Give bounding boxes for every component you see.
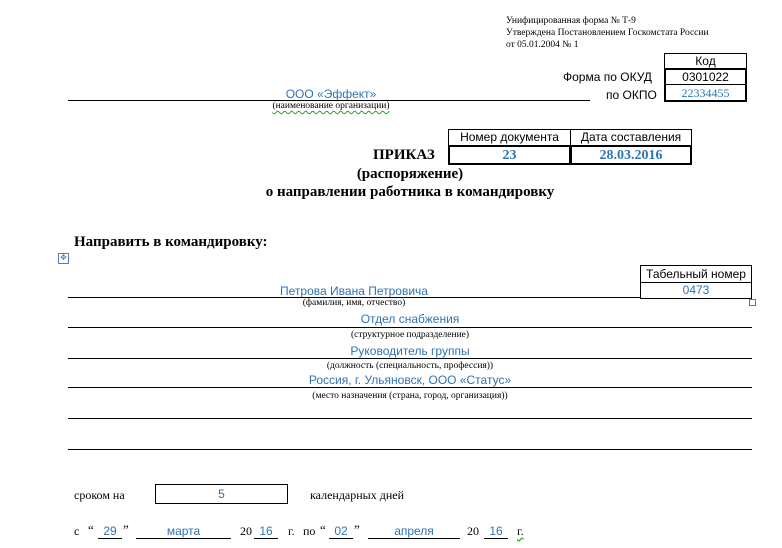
from-day-underline xyxy=(98,538,122,539)
form-header-line1: Унифицированная форма № Т-9 xyxy=(506,16,636,26)
order-title: ПРИКАЗ xyxy=(373,147,435,163)
to-month-underline xyxy=(368,538,460,539)
order-description: о направлении работника в командировку xyxy=(265,184,555,200)
document-date-header: Дата составления xyxy=(570,129,692,146)
from-century: 20 xyxy=(240,524,252,538)
to-day[interactable]: 02 xyxy=(334,524,348,538)
document-number-header: Номер документа xyxy=(448,129,571,146)
tab-number-value[interactable]: 0473 xyxy=(640,282,752,299)
to-quote-open: “ xyxy=(320,522,326,537)
term-days-value[interactable]: 5 xyxy=(155,484,288,504)
document-date[interactable]: 28.03.2016 xyxy=(570,145,692,165)
tab-number-header: Табельный номер xyxy=(640,265,752,283)
form-header xyxy=(506,15,709,51)
table-move-handle-icon[interactable]: ✥ xyxy=(58,253,69,264)
to-year[interactable]: 16 xyxy=(489,524,503,538)
term-label: сроком на xyxy=(74,488,125,502)
document-number[interactable]: 23 xyxy=(448,145,571,165)
from-year-underline xyxy=(254,538,278,539)
to-quote-close: ” xyxy=(354,522,360,537)
organization-name[interactable]: ООО «Эффект» xyxy=(285,87,377,101)
from-month-underline xyxy=(136,538,231,539)
okpo-label: по ОКПО xyxy=(606,88,657,102)
department-caption: (структурное подразделение) xyxy=(350,330,470,340)
employee-position[interactable]: Руководитель группы xyxy=(350,344,470,358)
full-name-caption: (фамилия, имя, отчество) xyxy=(302,298,406,308)
from-day[interactable]: 29 xyxy=(103,524,117,538)
order-subtitle: (распоряжение) xyxy=(356,166,464,182)
to-century: 20 xyxy=(467,524,479,538)
department-underline xyxy=(68,327,752,328)
to-year-suffix: г. xyxy=(517,524,524,538)
extra-line-1 xyxy=(68,418,752,419)
section-title: Направить в командировку: xyxy=(74,234,268,250)
form-header-line3: от 05.01.2004 № 1 xyxy=(506,40,579,50)
employee-department[interactable]: Отдел снабжения xyxy=(360,312,460,326)
from-label: с xyxy=(74,524,80,538)
form-header-line2: Утверждена Постановлением Госкомстата России xyxy=(506,28,709,38)
extra-line-2 xyxy=(68,449,752,450)
from-month[interactable]: марта xyxy=(166,524,201,538)
to-year-underline xyxy=(484,538,508,539)
kod-header: Код xyxy=(664,53,747,69)
position-caption: (должность (специальность, профессия)) xyxy=(326,361,494,371)
to-month[interactable]: апреля xyxy=(394,524,434,538)
to-label: по xyxy=(303,524,316,538)
destination-underline xyxy=(68,387,752,388)
destination-caption: (место назначения (страна, город, организация)) xyxy=(312,391,508,401)
organization-caption: (наименование организации) xyxy=(272,101,390,111)
employee-destination[interactable]: Россия, г. Ульяновск, ООО «Статус» xyxy=(308,373,512,387)
okpo-value[interactable]: 22334455 xyxy=(664,84,747,102)
from-year-suffix: г. xyxy=(288,524,295,538)
position-underline xyxy=(68,358,752,359)
from-quote-close: ” xyxy=(123,522,129,537)
from-quote-open: “ xyxy=(88,522,94,537)
table-resize-handle-icon[interactable] xyxy=(749,299,756,306)
from-year[interactable]: 16 xyxy=(259,524,273,538)
employee-full-name[interactable]: Петрова Ивана Петровича xyxy=(280,284,428,298)
okud-value[interactable]: 0301022 xyxy=(664,68,747,85)
term-days-unit: календарных дней xyxy=(310,488,405,502)
to-day-underline xyxy=(329,538,353,539)
okud-label: Форма по ОКУД xyxy=(563,70,652,84)
